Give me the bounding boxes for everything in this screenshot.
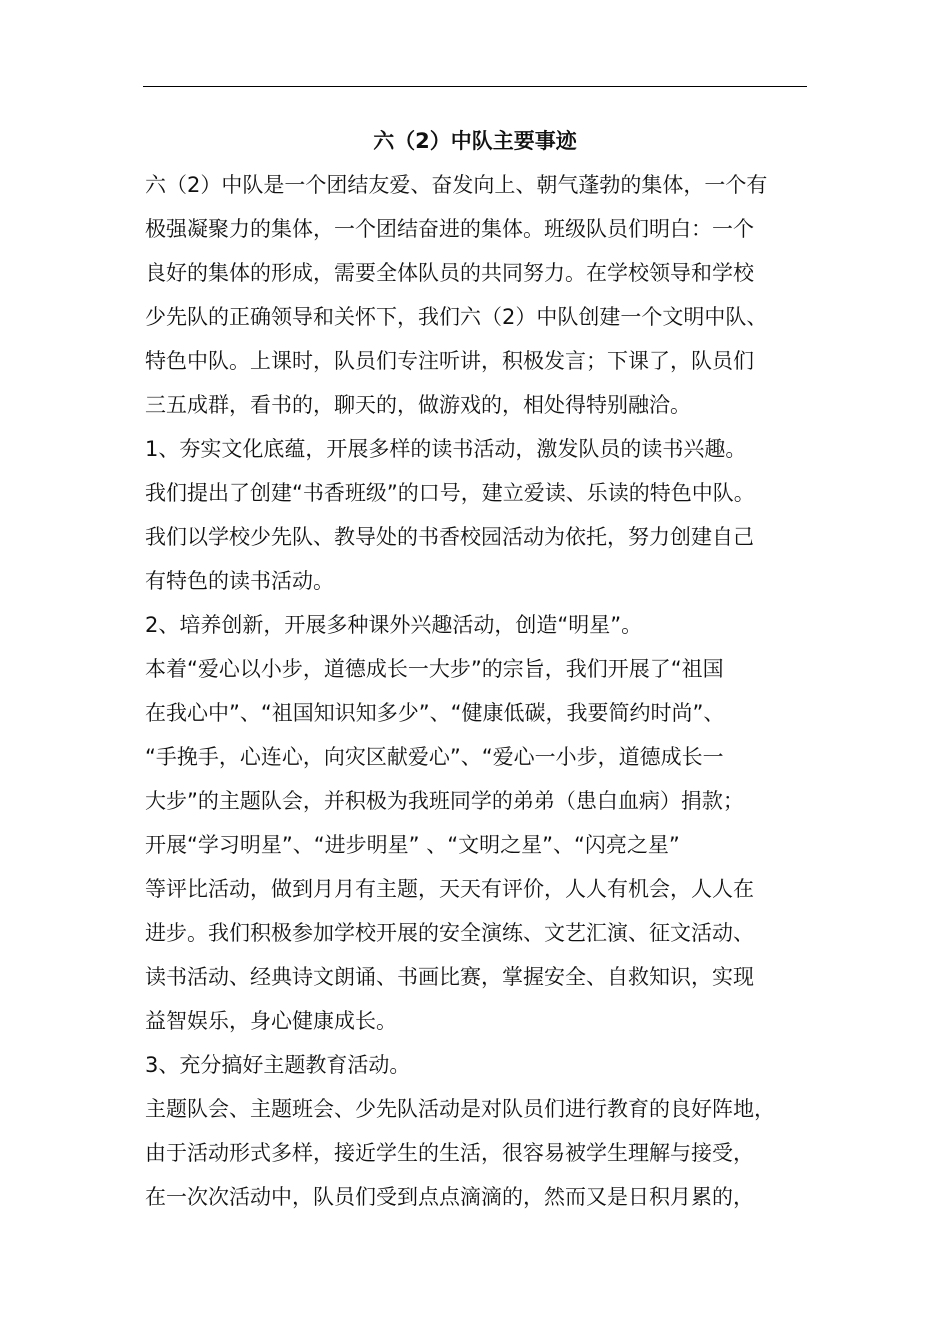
header-rule [143, 86, 807, 87]
text-line: 三五成群，看书的，聊天的，做游戏的，相处得特别融洽。 [145, 393, 691, 417]
text-line: 等评比活动，做到月月有主题，天天有评价，人人有机会，人人在 [145, 877, 754, 901]
text-line: “手挽手，心连心，向灾区献爱心”、“爱心一小步，道德成长一 [145, 745, 724, 769]
text-line: 六（2）中队是一个团结友爱、奋发向上、朝气蓬勃的集体，一个有 [145, 173, 768, 197]
text-line: 极强凝聚力的集体，一个团结奋进的集体。班级队员们明白：一个 [145, 217, 754, 241]
text-line: 我们以学校少先队、教导处的书香校园活动为依托，努力创建自己 [145, 525, 754, 549]
text-line: 进步。我们积极参加学校开展的安全演练、文艺汇演、征文活动、 [145, 921, 754, 945]
text-line: 有特色的读书活动。 [145, 569, 334, 593]
section-heading-1: 1、夯实文化底蕴，开展多样的读书活动，激发队员的读书兴趣。 [145, 437, 747, 461]
text-line: 我们提出了创建“书香班级”的口号，建立爱读、乐读的特色中队。 [145, 481, 755, 505]
text-line: 由于活动形式多样，接近学生的生活，很容易被学生理解与接受， [145, 1141, 754, 1165]
text-line: 主题队会、主题班会、少先队活动是对队员们进行教育的良好阵地， [145, 1097, 775, 1121]
text-line: 良好的集体的形成，需要全体队员的共同努力。在学校领导和学校 [145, 261, 754, 285]
section-heading-2: 2、培养创新，开展多种课外兴趣活动，创造“明星”。 [145, 613, 643, 637]
text-line: 在一次次活动中，队员们受到点点滴滴的，然而又是日积月累的， [145, 1185, 754, 1209]
text-line: 特色中队。上课时，队员们专注听讲，积极发言；下课了，队员们 [145, 349, 754, 373]
section-heading-3: 3、充分搞好主题教育活动。 [145, 1053, 411, 1077]
text-line: 少先队的正确领导和关怀下，我们六（2）中队创建一个文明中队、 [145, 305, 768, 329]
text-line: 开展“学习明星”、“进步明星” 、“文明之星”、“闪亮之星” [145, 833, 680, 857]
document-body [145, 163, 835, 1219]
text-line: 在我心中”、“祖国知识知多少”、“健康低碳，我要简约时尚”、 [145, 701, 725, 725]
page-title: 六（2）中队主要事迹 [373, 129, 577, 153]
text-line: 本着“爱心以小步，道德成长一大步”的宗旨，我们开展了“祖国 [145, 657, 724, 681]
text-line: 读书活动、经典诗文朗诵、书画比赛，掌握安全、自救知识，实现 [145, 965, 754, 989]
text-line: 益智娱乐，身心健康成长。 [145, 1009, 397, 1033]
text-line: 大步”的主题队会，并积极为我班同学的弟弟（患白血病）捐款； [145, 789, 744, 813]
